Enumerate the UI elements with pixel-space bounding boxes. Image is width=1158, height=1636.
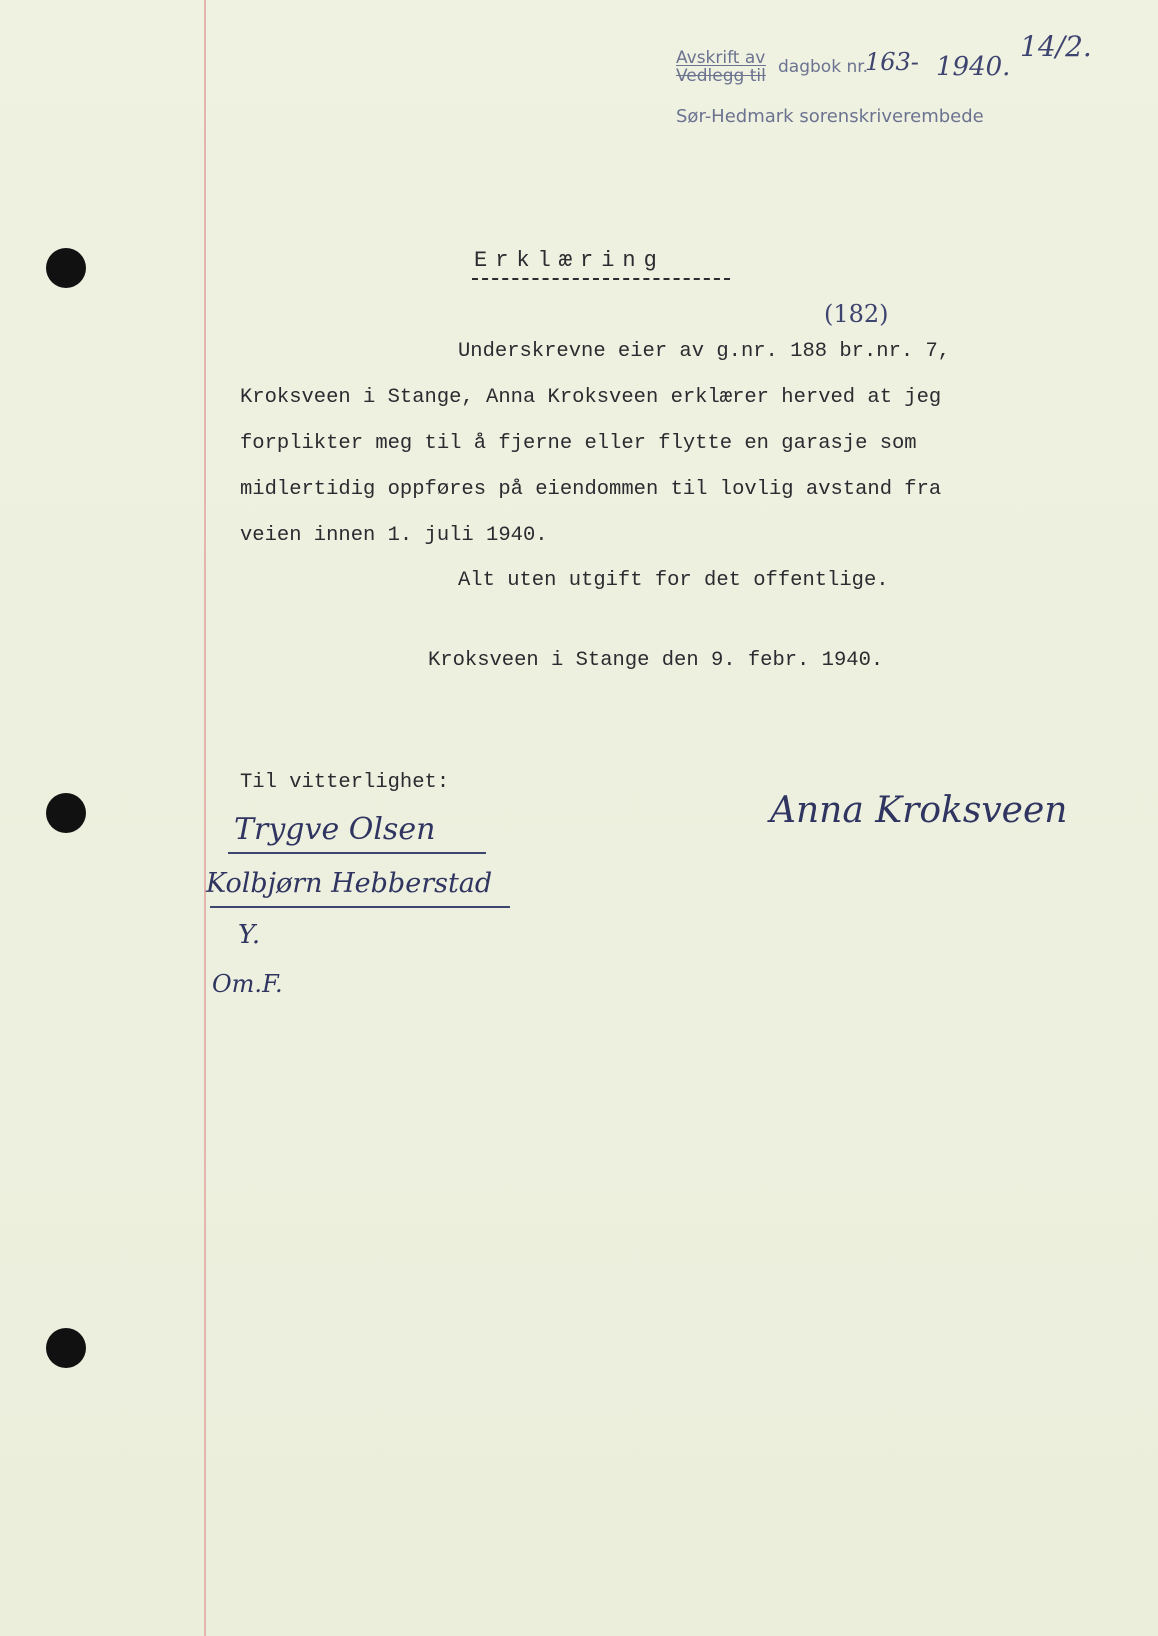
witness-underline-1 [228, 852, 486, 854]
dagbok-year: 1940. [936, 52, 1011, 82]
witness-label: Til vitterlighet: [240, 771, 450, 794]
punch-hole-icon [46, 248, 86, 288]
punch-hole-icon [46, 793, 86, 833]
stamp-office: Sør-Hedmark sorenskriverembede [676, 106, 984, 127]
witness-underline-2 [210, 906, 510, 908]
stamp-vedlegg-til: Vedlegg til [676, 66, 766, 86]
place-and-date: Kroksveen i Stange den 9. febr. 1940. [428, 649, 884, 672]
paragraph-line: Underskrevne eier av g.nr. 188 br.nr. 7, [458, 340, 951, 363]
title-underline [472, 278, 730, 280]
margin-rule [204, 0, 206, 1636]
paragraph-line: Kroksveen i Stange, Anna Kroksveen erklærer herved at jeg [240, 386, 942, 409]
witness-signature-2: Kolbjørn Hebberstad [206, 868, 493, 899]
initials-mark-1: Y. [238, 920, 261, 950]
stamp-avskrift-av: Avskrift av [676, 48, 766, 68]
paragraph-line: midlertidig oppføres på eiendommen til lovlig avstand fra [240, 478, 942, 501]
dagbok-number: 163- [865, 48, 919, 76]
witness-signature-1: Trygve Olsen [234, 812, 436, 847]
document-title: Erklæring [474, 248, 665, 273]
cost-statement: Alt uten utgift for det offentlige. [458, 569, 889, 592]
punch-hole-icon [46, 1328, 86, 1368]
stamp-dagbok-label: dagbok nr. [778, 57, 869, 77]
initials-mark-2: Om.F. [212, 970, 283, 998]
correction-note: (182) [824, 300, 889, 328]
paragraph-line: forplikter meg til å fjerne eller flytte en garasje som [240, 432, 917, 455]
receipt-date: 14/2. [1020, 30, 1092, 63]
paragraph-line: veien innen 1. juli 1940. [240, 524, 548, 547]
owner-signature: Anna Kroksveen [770, 790, 1068, 831]
